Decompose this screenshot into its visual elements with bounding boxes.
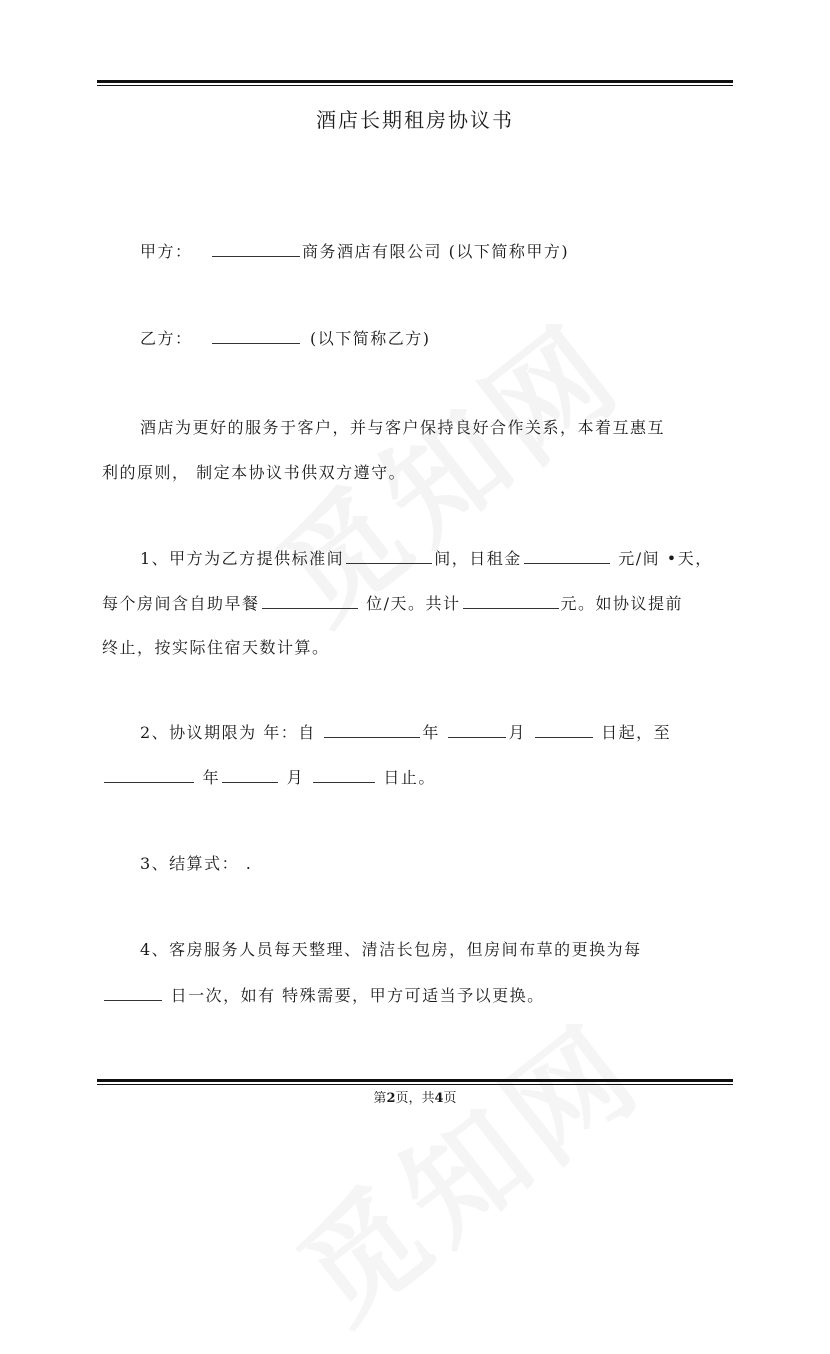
clause-2-line-2	[102, 765, 742, 788]
clause-2-text-e: 年	[196, 768, 221, 787]
room-count-blank	[346, 549, 432, 564]
clause-1-text-c: 元/间 •天，	[611, 549, 713, 568]
clause-2-text-d: 日起，至	[594, 723, 672, 742]
current-page: 2	[386, 1091, 396, 1106]
end-month-blank	[222, 768, 278, 783]
end-year-blank	[104, 768, 194, 783]
linen-days-blank	[104, 986, 162, 1001]
party-b-blank	[212, 329, 300, 344]
footer-suffix: 页	[443, 1091, 457, 1106]
clause-2-text-f: 月	[280, 768, 311, 787]
watermark-bottom	[258, 978, 671, 1354]
clause-4-text: 日一次，如有 特殊需要，甲方可适当予以更换。	[164, 986, 545, 1005]
party-b-line	[140, 326, 780, 349]
footer-middle: 页，共	[395, 1091, 435, 1106]
end-day-blank	[313, 768, 375, 783]
clause-1-line-2	[102, 591, 742, 614]
footer-rule	[97, 1079, 733, 1085]
intro-line-2: 利的原则， 制定本协议书供双方遵守。	[102, 463, 407, 482]
page-footer	[0, 1087, 830, 1106]
total-pages: 4	[434, 1091, 444, 1106]
start-year-blank	[324, 723, 420, 738]
clause-1-text-f: 元。如协议提前	[560, 594, 684, 613]
party-a-label: 甲方：	[140, 242, 193, 261]
start-day-blank	[535, 723, 593, 738]
clause-1-line-3: 终止，按实际住宿天数计算。	[102, 638, 330, 657]
clause-1-text-b: 间，日租金	[434, 549, 522, 568]
footer-prefix: 第	[373, 1091, 387, 1106]
clause-1-text-e: 位/天。共计	[359, 594, 461, 613]
clause-2-line-1	[140, 720, 780, 743]
clause-3: 3、结算式： .	[140, 854, 253, 873]
clause-2-text-g: 日止。	[376, 768, 436, 787]
clause-4-line-2	[102, 983, 742, 1006]
party-b-label: 乙方：	[140, 329, 193, 348]
document-title: 酒店长期租房协议书	[316, 108, 514, 132]
clause-2-text-b: 年	[422, 723, 447, 742]
clause-4-line-1: 4、客房服务人员每天整理、清洁长包房，但房间布草的更换为每	[140, 940, 642, 959]
total-blank	[463, 594, 559, 609]
intro-line-1: 酒店为更好的服务于客户，并与客户保持良好合作关系，本着互惠互	[140, 418, 666, 437]
clause-1-text-a: 1、甲方为乙方提供标准间	[140, 549, 345, 568]
breakfast-blank	[262, 594, 358, 609]
party-a-name: 商务酒店有限公司 (以下简称甲方)	[302, 242, 570, 261]
clause-2-text-c: 月	[508, 723, 533, 742]
party-a-line	[140, 239, 780, 262]
start-month-blank	[448, 723, 506, 738]
daily-rent-blank	[524, 549, 610, 564]
party-a-blank	[212, 242, 300, 257]
header-rule	[97, 80, 733, 86]
party-b-name: (以下简称乙方)	[310, 329, 431, 348]
clause-1-line-1	[140, 546, 780, 569]
clause-2-text-a: 2、协议期限为 年：自	[140, 723, 323, 742]
clause-1-text-d: 每个房间含自助早餐	[102, 594, 260, 613]
